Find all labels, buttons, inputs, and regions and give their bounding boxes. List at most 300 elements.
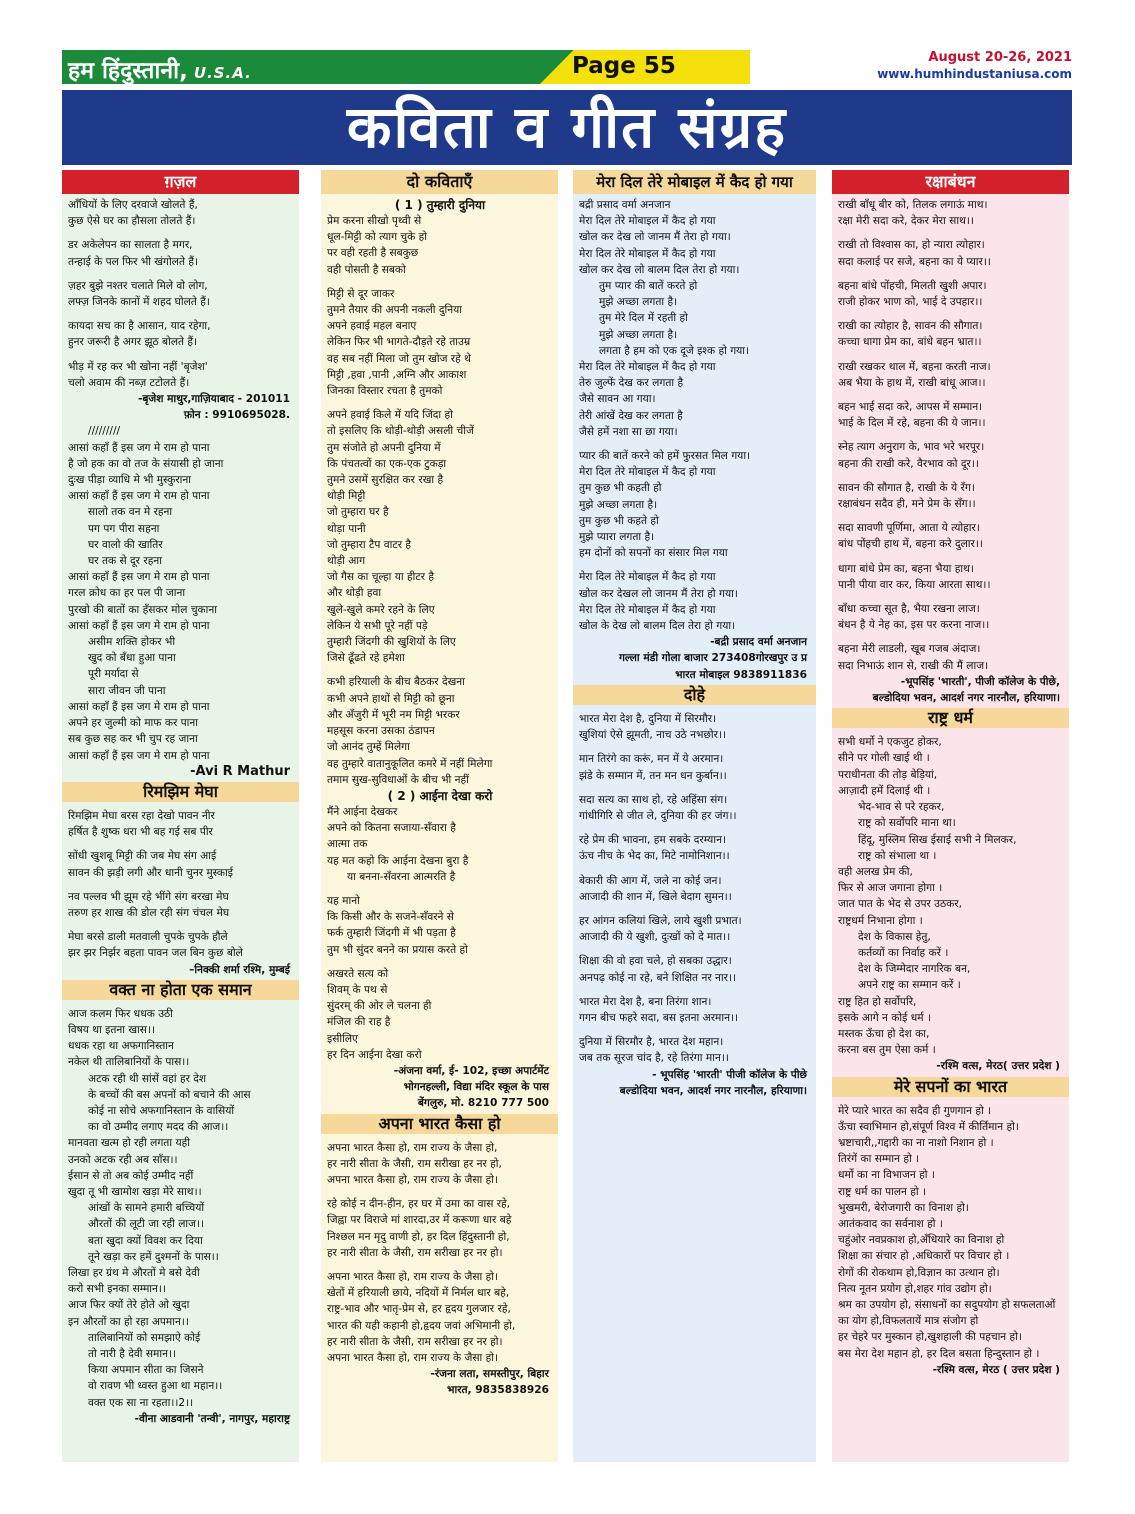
poem-line: उनको अटक रही अब साँस।। — [68, 1153, 178, 1166]
poem-line: जात पात के भेद से उपर उठकर, — [838, 898, 962, 911]
poem-line: लेकिन ये सभी पूरे नहीं पड़े — [327, 619, 428, 632]
poem-line: दुःख पीड़ा व्याधि मे भी मुस्कुराना — [68, 474, 192, 487]
poem-line: तुम भी सुंदर बनने का प्रयास करते हो — [327, 943, 468, 956]
poem-line: आज फिर क्यों तेरे होते ओ खुदा — [68, 1299, 190, 1312]
rakshabandhan-heading: रक्षाबंधन — [832, 170, 1069, 194]
poem-line: वही पोसती है सबको — [327, 263, 406, 276]
apna-bharat-author: -रंजना लता, समस्तीपुर, बिहार — [430, 1368, 549, 1381]
poem-line: बल्डोदिया भवन, आदर्श नगर नारनौल, हरियाणा। — [872, 692, 1060, 705]
poem-line: ऊंच नीच के भेद का, मिटे नामोनिशान।। — [579, 850, 730, 863]
stanza-gap — [579, 784, 811, 792]
poem-line: खुद को बँधा हुआ पाना — [88, 652, 176, 665]
poem-line: इसके आगे न कोई धर्म । — [838, 1011, 931, 1024]
poem-line: रोगों की रोकथाम हो,विज्ञान का उत्थान हो। — [838, 1266, 1000, 1279]
apna-bharat-phone: भारत, 9835838926 — [447, 1384, 549, 1397]
poem-line: हर आंगन कलियां खिले, लाये खुशी प्रभात। — [579, 914, 742, 927]
poem-line: फिर से आज जगाना होगा । — [838, 882, 943, 895]
column-2 — [321, 170, 558, 1462]
poem-line: झंडे के सम्मान में, तन मन धन कुर्बान।। — [579, 769, 727, 782]
poem-line: धधक रहा था अफगानिस्तान — [68, 1040, 174, 1053]
poem-line: जिसे ढूँढते रहे हमेशा — [327, 652, 405, 665]
stanza-gap — [68, 840, 294, 848]
poem-line: मैंने आईना देखकर — [327, 805, 398, 818]
poem-line: सावन की सौगात है, राखी के ये रँग। — [838, 481, 975, 494]
ghazal-phone: फ़ोन : 9910695028. — [183, 409, 290, 422]
poem-line: अब भैया के हाथ में, राखी बांधू आज।। — [838, 376, 986, 389]
sapnon-ka-bharat-author: -रश्मि वत्स, मेरठ ( उत्तर प्रदेश ) — [932, 1363, 1060, 1376]
poem-line: बहना बांधे पोंहची, मिलती खुशी अपार। — [838, 279, 987, 292]
poem-line: अखरते सत्य को — [327, 967, 389, 980]
poem-line: बता खुदा क्यों विवश कर दिया — [88, 1234, 203, 1247]
poem-line: जो आनंद तुम्हें मिलेगा — [327, 741, 410, 754]
poem-line: अपना भारत कैसा हो, राम राज्य के जैसा हो। — [327, 1270, 498, 1283]
poem-line: ऊँचा स्वाभिमान हो,संपूर्ण विश्व में कीर्तिमान हो। — [838, 1120, 1019, 1133]
poem-line: यह मानो — [327, 894, 360, 907]
poem-line: अपने हर जुल्मी को माफ कर पाना — [68, 717, 199, 730]
poem-line: प्यार की बातें करने को हमें फुरसत मिल गया। — [579, 450, 751, 463]
poem-line: पराधीनता की तोड़ बेड़ियां, — [838, 768, 938, 781]
poem-line: आजादी की ये खुशी, दुःखों को दे मात।। — [579, 931, 731, 944]
poem-line: कुछ ऐसे घर का हौसला तोलते हैं। — [68, 215, 196, 228]
poem-line: थोड़ी आग — [327, 555, 366, 568]
poem-line: मुझे अच्छा लगता है। — [579, 498, 658, 511]
poem-line: मुझे अच्छा लगता है। — [599, 328, 678, 341]
poem-line: कि किसी और के सजने-सँवरने से — [327, 911, 454, 924]
poem-line: शिक्षा का संचार हो ,अधिकारों पर विचार हो । — [838, 1250, 1010, 1263]
rakshabandhan-author — [838, 674, 1064, 706]
poem-line: जिह्वा पर विराजे मां शारदा,उर में करूणा धार बहे — [327, 1214, 512, 1227]
column-3 — [573, 170, 816, 1462]
poem-line: बहन भाई सदा करे, आपस में सम्मान। — [838, 401, 983, 414]
stanza-gap — [579, 986, 811, 994]
ram-poem-author: -Avi R Mathur — [190, 763, 290, 779]
poem-line: ईसान से तो अब कोई उम्मीद नहीं — [68, 1169, 194, 1182]
poem-line: देश के विकास हेतु, — [858, 930, 931, 943]
poem-line: गरल क्रोध का हर पल पी जाना — [68, 587, 186, 600]
poem-line: अपना भारत कैसा हो, राम राज्य के जैसा हो, — [327, 1141, 498, 1154]
stanza-gap — [838, 553, 1064, 561]
poem-line: मुझे प्यारा लगता है। — [579, 531, 655, 544]
column-4 — [832, 170, 1069, 1462]
stanza-gap — [579, 440, 811, 448]
poem-line: अपना भारत कैसा हो, राम राज्य के जैसा हो। — [327, 1352, 498, 1364]
poem-line: राष्ट्रधर्म निभाना होगा । — [838, 914, 923, 927]
poem-line: हुनर जरूरी है अगर झूठ बोलते हैं। — [68, 336, 198, 349]
poem-line: कायदा सच का है आसान, याद रहेगा, — [68, 320, 211, 333]
poem-line: बहना की राखी करे, वैरभाव को दूर।। — [838, 457, 979, 470]
poem-line: डर अकेलेपन का सालता है मगर, — [68, 239, 193, 252]
stanza-gap — [838, 512, 1064, 520]
poem-line: खोल के देख लो बालम दिल तेरा हो गया। — [579, 620, 736, 633]
poem-line: शिवम् के पथ से — [327, 983, 388, 996]
stanza-gap — [68, 310, 294, 318]
poem-line: मेरा दिल तेरे मोबाइल में कैद हो गया — [579, 571, 716, 584]
stanza-gap — [838, 310, 1064, 318]
poem-line: आसां कहाँ हैं इस जग मे राम हो पाना — [68, 490, 210, 503]
poem-line: चहुंओर नवप्रकाश हो,अँधियारे का विनाश हो — [838, 1234, 1005, 1247]
poem-line: निश्छल मन मृदु वाणी हो, हर दिल हिंदुस्तानी हो, — [327, 1230, 510, 1243]
poem-line: कभी हरियाली के बीच बैठकर देखना — [327, 676, 465, 689]
rashtra-dharm-heading: राष्ट्र धर्म — [832, 708, 1069, 728]
poem-line: और थोड़ी हवा — [327, 587, 382, 600]
poem-line: है जो हक का वो तज के संयासी हो जाना — [68, 457, 224, 470]
stanza-gap — [579, 905, 811, 913]
poem-line: अनपढ़ कोई ना रहे, बने शिक्षित नर नार।। — [579, 971, 737, 984]
stanza-gap — [838, 391, 1064, 399]
poem-line: आसां कहाँ हैं इस जग मे राम हो पाना — [68, 700, 210, 713]
stanza-gap — [838, 431, 1064, 439]
poem-line: खेतों में हरियाली छाये, नदियों में निर्मल धार बहे, — [327, 1287, 510, 1300]
poem-line: सदा निभाऊं शान से, राखी की मैं लाज। — [838, 659, 989, 672]
poem-line: राजी होकर भाण को, भाई दे उपहार।। — [838, 296, 983, 309]
waqt-author: -वीना आडवानी 'तन्वी', नागपुर, महाराष्ट्र — [134, 1412, 290, 1425]
stanza-gap — [327, 958, 553, 966]
poem-line: भ्रष्टाचारी,,गद्दारी का ना नाशो निशान हो । — [838, 1136, 994, 1149]
separator: ///////// — [88, 425, 121, 438]
poem-line: सालो तक वन मे रहना — [88, 506, 173, 519]
poem-line: धर्मो का ना विभाजन हो । — [838, 1169, 935, 1182]
poem-line: लगता है हम को एक दूजे इश्क हो गया। — [599, 344, 750, 357]
poem-line: वह तुम्हारे वातानुकूलित कमरे में नहीं मिलेगा — [327, 757, 493, 770]
poem-line: अपने राष्ट्र का सम्मान करें । — [858, 979, 961, 992]
dohe-heading: दोहे — [573, 685, 816, 705]
poem-line: तेरु जुल्फें देख कर लगता है — [579, 377, 684, 390]
poem-line: तुम कुछ भी कहते हो — [579, 514, 659, 527]
poem-line: ज़हर बुझे नश्तर चलाते मिले वो लोग, — [68, 279, 208, 292]
stanza-gap — [579, 824, 811, 832]
poem-line: भाई के दिल में रहे, बहना की ये जान।। — [838, 417, 986, 430]
stanza-gap — [327, 1261, 553, 1269]
poem-line: रहे प्रेम की भावना, हम सबके दरम्यान। — [579, 834, 726, 847]
poem-line: अटक रही थी सांसें वहां हर देश — [88, 1072, 207, 1085]
poem-line: पर वही रहती है सबकुछ — [327, 247, 419, 260]
poem-line: कभी अपने हाथों से मिट्टी को छूना — [327, 692, 455, 705]
poem-line: राष्ट्र-भाव और भातृ-प्रेम से, हर हृदय गुलजार रहे, — [327, 1303, 511, 1316]
poem-line: तुम प्यार की बातें करते हो — [599, 280, 698, 293]
stanza-gap — [68, 270, 294, 278]
ghazal-heading: ग़ज़ल — [62, 170, 299, 194]
poem-line: लफ्ज़ जिनके कानों में शहद घोलते हैं। — [68, 296, 210, 309]
publication-usa: U.S.A. — [193, 64, 252, 82]
dohe-poem — [579, 711, 811, 1067]
tumhari-duniya-subtitle: ( 1 ) तुम्हारी दुनिया — [394, 198, 486, 212]
poem-line: आज कलम फिर धधक उठी — [68, 1007, 173, 1020]
poem-line: मेघा बरसे डाली मतवाली चुपके चुपके हौले — [68, 931, 228, 944]
poem-line: बांध पोंहची हाथ में, बहना करे दुलार।। — [838, 538, 983, 551]
poem-line: हर नारी सीता के जैसी, राम सरीखा हर नर हो, — [327, 1157, 502, 1170]
poem-line: तुम्हारी जिंदगी की खुशियों के लिए — [327, 636, 456, 649]
poem-line: आत्मा तक — [327, 838, 368, 851]
stanza-gap — [838, 593, 1064, 601]
poem-line: गांधीगिरि से जीत ले, दुनिया की हर जंग।। — [579, 809, 737, 822]
poem-line: मुझे अच्छा लगता है। — [599, 296, 678, 309]
poem-line: वो रावण भी ध्वस्त हुआ था महान।। — [88, 1380, 223, 1393]
poem-line: का वो उम्मीद लगाए मदद की आज।। — [88, 1121, 229, 1134]
rimjhim-megha-author: –निक्की शर्मा रश्मि, मुम्बई — [189, 963, 290, 976]
poem-line: आजादी की शान में, खिले बेदाग सुमन।। — [579, 890, 732, 903]
poem-line: रहे कोई न दीन-हीन, हर घर में उमा का वास रहे, — [327, 1198, 511, 1211]
poem-line: मेरा दिल तेरे मोबाइल में कैद हो गया — [579, 215, 716, 228]
tumhari-duniya-poem — [327, 213, 553, 788]
poem-line: बेंगलुरु, मो. 8210 777 500 — [417, 1097, 549, 1110]
stanza-gap — [68, 351, 294, 359]
stanza-gap — [327, 666, 553, 674]
stanza-gap — [579, 945, 811, 953]
stanza-gap — [838, 229, 1064, 237]
poem-line: इसीलिए — [327, 1032, 358, 1045]
mobile-poem-heading: मेरा दिल तेरे मोबाइल में कैद हो गया — [573, 170, 816, 194]
poem-line: मिट्टी ,हवा ,पानी ,अग्नि और आकाश — [327, 368, 467, 381]
poem-line: कर्तव्यों का निर्वाह करें । — [858, 946, 949, 959]
stanza-gap — [838, 472, 1064, 480]
stanza-gap — [579, 561, 811, 569]
apna-bharat-heading: अपना भारत कैसा हो — [321, 1114, 558, 1134]
poem-line: जो गैस का चूल्हा या हीटर है — [327, 571, 435, 584]
poem-line: श्रम का उपयोग हो, संसाधनों का सदुपयोग हो सफलताओं — [838, 1298, 1056, 1311]
poem-line: खोल कर देखल लो जानम मैं तेरा हो गया। — [579, 587, 738, 600]
poem-line: औरतों की लूटी जा रही लाज।। — [88, 1218, 205, 1231]
poem-line: जिनका विस्तार रचता है तुमको — [327, 385, 443, 398]
poem-line: बंधन है ये नेह का, इस पर करना नाज।। — [838, 619, 990, 632]
poem-line: सदा कलाई पर सजे, बहना का ये प्यार।। — [838, 255, 991, 268]
issue-date: August 20-26, 2021 — [928, 50, 1072, 65]
rashtra-dharm-author: -रश्मि वत्स, मेरठ( उत्तर प्रदेश ) — [936, 1060, 1060, 1073]
stanza-gap — [327, 885, 553, 893]
poem-line: किया अपमान सीता का जिसने — [88, 1364, 204, 1377]
poem-line: तिरंगें का सम्मान हो । — [838, 1153, 920, 1166]
poem-line: तुम मेरे दिल में रहती हो — [599, 312, 688, 325]
poem-line: यह मत कहो कि आईना देखना बुरा है — [327, 854, 469, 867]
ghazal-poem — [68, 197, 294, 391]
stanza-gap — [327, 1188, 553, 1196]
waqt-heading: वक्त ना होता एक समान — [62, 980, 299, 1000]
poem-line: आसां कहाँ हैं इस जग मे राम हो पाना — [68, 441, 210, 454]
poem-line: बहना मेरी लाडली, खूब गजब अंदाज। — [838, 643, 981, 656]
poem-line: राष्ट्र धर्म का पालन हो । — [838, 1185, 927, 1198]
poem-line: गल्ला मंडी गोला बाजार 273408गोरखपुर उ प्र — [618, 652, 807, 665]
stanza-gap — [838, 351, 1064, 359]
poem-line: नकेल थी तालिबानियों के पास।। — [68, 1056, 190, 1069]
aaina-subtitle: ( 2 ) आईना देखा करो — [387, 788, 493, 803]
poem-line: लिखा हर ग्रंथ मे औरतों मे बसे देवी — [68, 1266, 200, 1279]
poem-line: मान तिरंगे का करूं, मन में ये अरमान। — [579, 753, 724, 766]
rimjhim-megha-poem — [68, 808, 294, 962]
poem-line: - भूपसिंह 'भारती' पीजी कॉलेज के पीछे — [652, 1068, 807, 1081]
ghazal-author: -बृजेश माथुर,गाज़ियाबाद - 201011 — [137, 393, 290, 406]
poem-line: भीड़ में रह कर भी खोना नहीं 'बृजेश' — [68, 360, 208, 373]
poem-line: रिमझिम मेघा बरस रहा देखो पावन नीर — [68, 809, 215, 822]
poem-line: राखी तो विश्वास का, हो न्यारा त्योहार। — [838, 239, 985, 252]
poem-line: घर वालो की खातिर — [88, 538, 163, 551]
poem-line: हर दिन आईना देखा करो — [327, 1048, 422, 1061]
poem-line: रक्षा मेरी सदा करे, देकर मेरा साथ।। — [838, 215, 974, 228]
masthead — [62, 50, 1072, 86]
poem-line: हर नारी सीता के जैसी, राम सरीखा हर नर हो। — [327, 1335, 503, 1348]
poem-line: का योग हो,विफलतायें मात्र संजोग हो — [838, 1315, 979, 1328]
poem-line: थोड़ी मिट्टी — [327, 490, 366, 503]
poem-line: तो नारी है देवी समान।। — [88, 1348, 176, 1360]
poem-line: भारत मेरा देश है, दुनिया में सिरमौर। — [579, 712, 717, 725]
stanza-gap — [327, 278, 553, 286]
poem-line: मेरे प्यारे भारत का सदैव ही गुणगान हो । — [838, 1104, 992, 1117]
poem-line: राखी का त्योहार है, सावन की सौगात। — [838, 320, 983, 333]
poem-line: सारा जीवन जी पाना — [88, 684, 166, 697]
poem-line: बल्डोदिया भवन, आदर्श नगर नारनौल, हरियाणा। — [619, 1084, 807, 1097]
poem-line: महसूस करना उसका ठंडापन — [327, 725, 435, 738]
poem-line: राष्ट्र को संभाला था । — [858, 849, 937, 862]
poem-line: तूने खड़ा कर हमें दुश्मनों के पास।। — [88, 1250, 219, 1263]
poem-line: देश के जिम्मेदार नागरिक बन, — [858, 963, 971, 976]
poem-line: दुनिया में सिरमौर है, भारत देश महान। — [579, 1036, 724, 1049]
poem-line: तुम कुछ भी कहती हो — [579, 482, 662, 495]
poem-line: अपने को कितना सजाया-सँवारा है — [327, 822, 456, 835]
poem-line: सभी धर्मो ने एकजुट होकर, — [838, 736, 942, 749]
poem-line: खोल कर देख लो बालम दिल तेरा हो गया। — [579, 263, 740, 276]
poem-line: और अँजुरी में भूरी नम मिट्टी भरकर — [327, 708, 460, 721]
poem-line: आसां कहाँ हैं इस जग मे राम हो पाना — [68, 749, 210, 762]
poem-line: आँधियों के लिए दरवाजे खोलते हैं, — [68, 199, 198, 211]
poem-line: वही अलख प्रेम की, — [838, 865, 913, 878]
poem-line: सब कुछ सह कर भी चुप रह जाना — [68, 733, 198, 746]
poem-line: मेरा दिल तेरे मोबाइल में कैद हो गया — [579, 603, 716, 616]
poem-line: खुशियां ऐसे झूमती, नाच उठे नभछोर।। — [579, 729, 727, 742]
poem-line: फर्क तुम्हारी जिंदगी में भी पड़ता है — [327, 927, 456, 940]
poem-line: घर तक से दूर रहना — [88, 555, 162, 568]
mobile-poem — [579, 197, 811, 634]
poem-line: स्नेह त्याग अनुराग के, भाव भरे भरपूर। — [838, 441, 985, 454]
poem-line: नव पल्लव भी झूम रहे भींगे संग बरखा मेघ — [68, 890, 229, 903]
poem-line: इन औरतों का हो रहा अपमान।। — [68, 1315, 189, 1328]
poem-line: मेरा दिल तेरे मोबाइल में कैद हो गया — [579, 247, 716, 260]
poem-line: तुम संजोते हो अपनी दुनिया में — [327, 441, 441, 454]
apna-bharat-poem — [327, 1140, 553, 1367]
poem-line: जब तक सूरज चांद है, रहे तिरंगा मान।। — [579, 1052, 729, 1065]
stanza-gap — [68, 881, 294, 889]
rakshabandhan-poem — [838, 197, 1064, 674]
poem-line: आतंकवाद का सर्वनाश हो । — [838, 1217, 943, 1230]
poem-line: कोई ना सोचे अफगानिस्तान के वासियों — [88, 1104, 235, 1117]
poem-line: बस मेरा देश महान हो, हर दिल बसता हिन्दुस्तान हो । — [838, 1347, 1040, 1360]
sapnon-ka-bharat-poem — [838, 1103, 1064, 1362]
poem-line: सीने पर गोली खाई थी । — [838, 752, 930, 765]
poem-line: वक्त एक सा ना रहता।।2।। — [88, 1396, 194, 1409]
rimjhim-megha-heading: रिमझिम मेघा — [62, 782, 299, 802]
poem-line: करना बस तुम ऐसा कर्म । — [838, 1044, 936, 1057]
poem-line: सावन की झड़ी लगी और धानी चुनर मुस्काई — [68, 866, 233, 879]
poem-line: भुखमरी, बेरोजगारी का विनाश हो। — [838, 1201, 969, 1214]
poem-line: कि पंचतत्वों का एक-एक टुकड़ा — [327, 457, 447, 470]
poem-line: भारत की यही कहानी हो,हृदय जवां अभिमानी हो, — [327, 1319, 516, 1332]
do-kavitayen-heading: दो कविताएँ — [321, 170, 558, 194]
stanza-gap — [327, 399, 553, 407]
publication-name: हम हिंदुस्तानी, U.S.A. — [68, 58, 252, 84]
poem-line: सोंधी खुशबू मिट्टी की जब मेघ संग आई — [68, 850, 217, 863]
poem-line: हर चेहरे पर मुस्कान हो,खुशहाली की पहचान हो। — [838, 1331, 1022, 1344]
ram-poem — [68, 440, 294, 764]
poem-line: बाँधा कच्चा सूत है, भैया रखना लाज। — [838, 603, 980, 616]
poem-line: राष्ट्र हित हो सर्वोपरि, — [838, 995, 917, 1008]
poem-line: तुमने तैयार की अपनी नकली दुनिया — [327, 304, 463, 317]
poem-line: तरुण हर शाख की डोल रही संग चंचल मेघ — [68, 906, 230, 919]
poem-line: -अंजना वर्मा, ई- 102, इच्छा अपार्टमेंट — [393, 1064, 549, 1077]
poem-line: झर झर निर्झर बहता पावन जल बिन कुछ बोले — [68, 947, 243, 960]
poem-line: जैसे सावन आ गया। — [579, 393, 656, 406]
poem-line: नित्य नूतन प्रयोग हो,शहर गांव उद्योग हो। — [838, 1282, 992, 1295]
poem-line: मेरा दिल तेरे मोबाइल में कैद हो गया — [579, 466, 716, 479]
poem-line: बद्री प्रसाद वर्मा अनजान — [579, 199, 671, 211]
poem-line: चलो अवाम की नब्ज़ टटोलते हैं। — [68, 376, 190, 389]
poem-line: अपने हवाई महल बनाए — [327, 320, 417, 333]
poem-line: खुदा तू भी खामोश खड़ा मेरे साथ।। — [68, 1185, 202, 1198]
poem-line: राखी बाँधू बीर को, तिलक लगाऊं माथ। — [838, 199, 988, 211]
poem-line: जैसे हमें नशा सा छा गया। — [579, 425, 678, 438]
poem-line: जो तुम्हारा घर है — [327, 506, 389, 519]
website-url[interactable]: www.humhindustaniusa.com — [877, 67, 1072, 81]
poem-line: -बद्री प्रसाद वर्मा अनजान — [710, 636, 807, 649]
stanza-gap — [838, 270, 1064, 278]
poem-line: आज़ादी हमें दिलाई थी । — [838, 784, 931, 797]
poem-line: धूल-मिट्टी को त्याग चुके हो — [327, 231, 428, 244]
poem-line: के बच्चों की बस अपनों को बचाने की आस — [88, 1088, 251, 1101]
poem-line: वह सब नहीं मिला जो तुम खोज रहे थे — [327, 352, 471, 365]
poem-line: तमाम सुख-सुविधाओं के बीच भी नहीं — [327, 773, 469, 786]
poem-line: पग पग पीरा सहना — [88, 522, 160, 535]
poem-line: तेरी आंखें देख कर लगता है — [579, 409, 683, 422]
poem-line: पूरी मर्यादा से — [88, 668, 139, 681]
poem-line: या बनना-सँवरना आत्मरति है — [347, 870, 456, 883]
column-1 — [62, 170, 299, 1462]
poem-line: प्रेम करना सीखो पृथ्वी से — [327, 215, 422, 227]
poem-line: तालिबानियों को समझाऐ कोई — [88, 1331, 201, 1344]
page-number: Page 55 — [572, 53, 676, 79]
poem-line: हम दोनों को सपनों का संसार मिल गया — [579, 547, 728, 560]
poem-line: हर्षित है शुष्क धरा भी बह गई सब पीर — [68, 826, 213, 839]
rashtra-dharm-poem — [838, 734, 1064, 1058]
poem-line: भारत मोबाइल 9838911836 — [675, 668, 807, 681]
poem-line: बेकारी की आग में, जले ना कोई जन। — [579, 874, 722, 887]
aaina-poem — [327, 804, 553, 1063]
page-banner-title: कविता व गीत संग्रह — [62, 90, 1072, 165]
poem-line: कच्चा धागा प्रेम का, बांधे बहन भ्रात।। — [838, 336, 982, 349]
stanza-gap — [579, 865, 811, 873]
poem-line: विषय था इतना खास।। — [68, 1023, 155, 1036]
stanza-gap — [579, 743, 811, 751]
poem-line: तन्हाई के पल फिर भी खंगोलते हैं। — [68, 255, 198, 268]
poem-line: आसां कहाँ हैं इस जग मे राम हो पाना — [68, 619, 210, 632]
poem-line: मस्तक ऊँचा हो देश का, — [838, 1027, 930, 1040]
poem-line: सदा सत्य का साथ हो, रहे अहिंसा संग। — [579, 793, 728, 806]
poem-line: मेरा दिल तेरे मोबाइल में कैद हो गया — [579, 361, 716, 374]
sapnon-ka-bharat-heading: मेरे सपनों का भारत — [832, 1077, 1069, 1097]
waqt-poem — [68, 1006, 294, 1411]
stanza-gap — [838, 633, 1064, 641]
poem-line: भारत मेरा देश है, बना तिरंगा शान। — [579, 995, 712, 1008]
stanza-gap — [579, 1026, 811, 1034]
poem-line: हर नारी सीता के जैसी, राम सरीखा हर नर हो। — [327, 1246, 503, 1259]
poem-line: पुरखो की बातों का हँसकर मोल चुकाना — [68, 603, 218, 616]
poem-line: गगन बीच फहरे सदा, बस इतना अरमान।। — [579, 1011, 739, 1024]
poem-line: रक्षाबंधन सदैव ही, मने प्रेम के सँग।। — [838, 498, 976, 511]
poem-line: शिक्षा की वो हवा चले, हो सबका उद्धार। — [579, 955, 732, 968]
poem-line: सुंदरम् की ओर ले चलना ही — [327, 1000, 432, 1013]
poem-line: हिंदू, मुस्लिम सिख ईसाई सभी ने मिलकर, — [858, 833, 1017, 846]
poem-line: आंखों के सामने हमारी बच्चियों — [88, 1202, 205, 1215]
poem-line: मंजिल की राह है — [327, 1016, 391, 1029]
poem-line: थोड़ा पानी — [327, 522, 366, 535]
poem-line: आसां कहाँ हैं इस जग मे राम हो पाना — [68, 571, 210, 584]
dohe-author — [579, 1067, 811, 1099]
poem-line: मिट्टी से दूर जाकर — [327, 287, 395, 300]
